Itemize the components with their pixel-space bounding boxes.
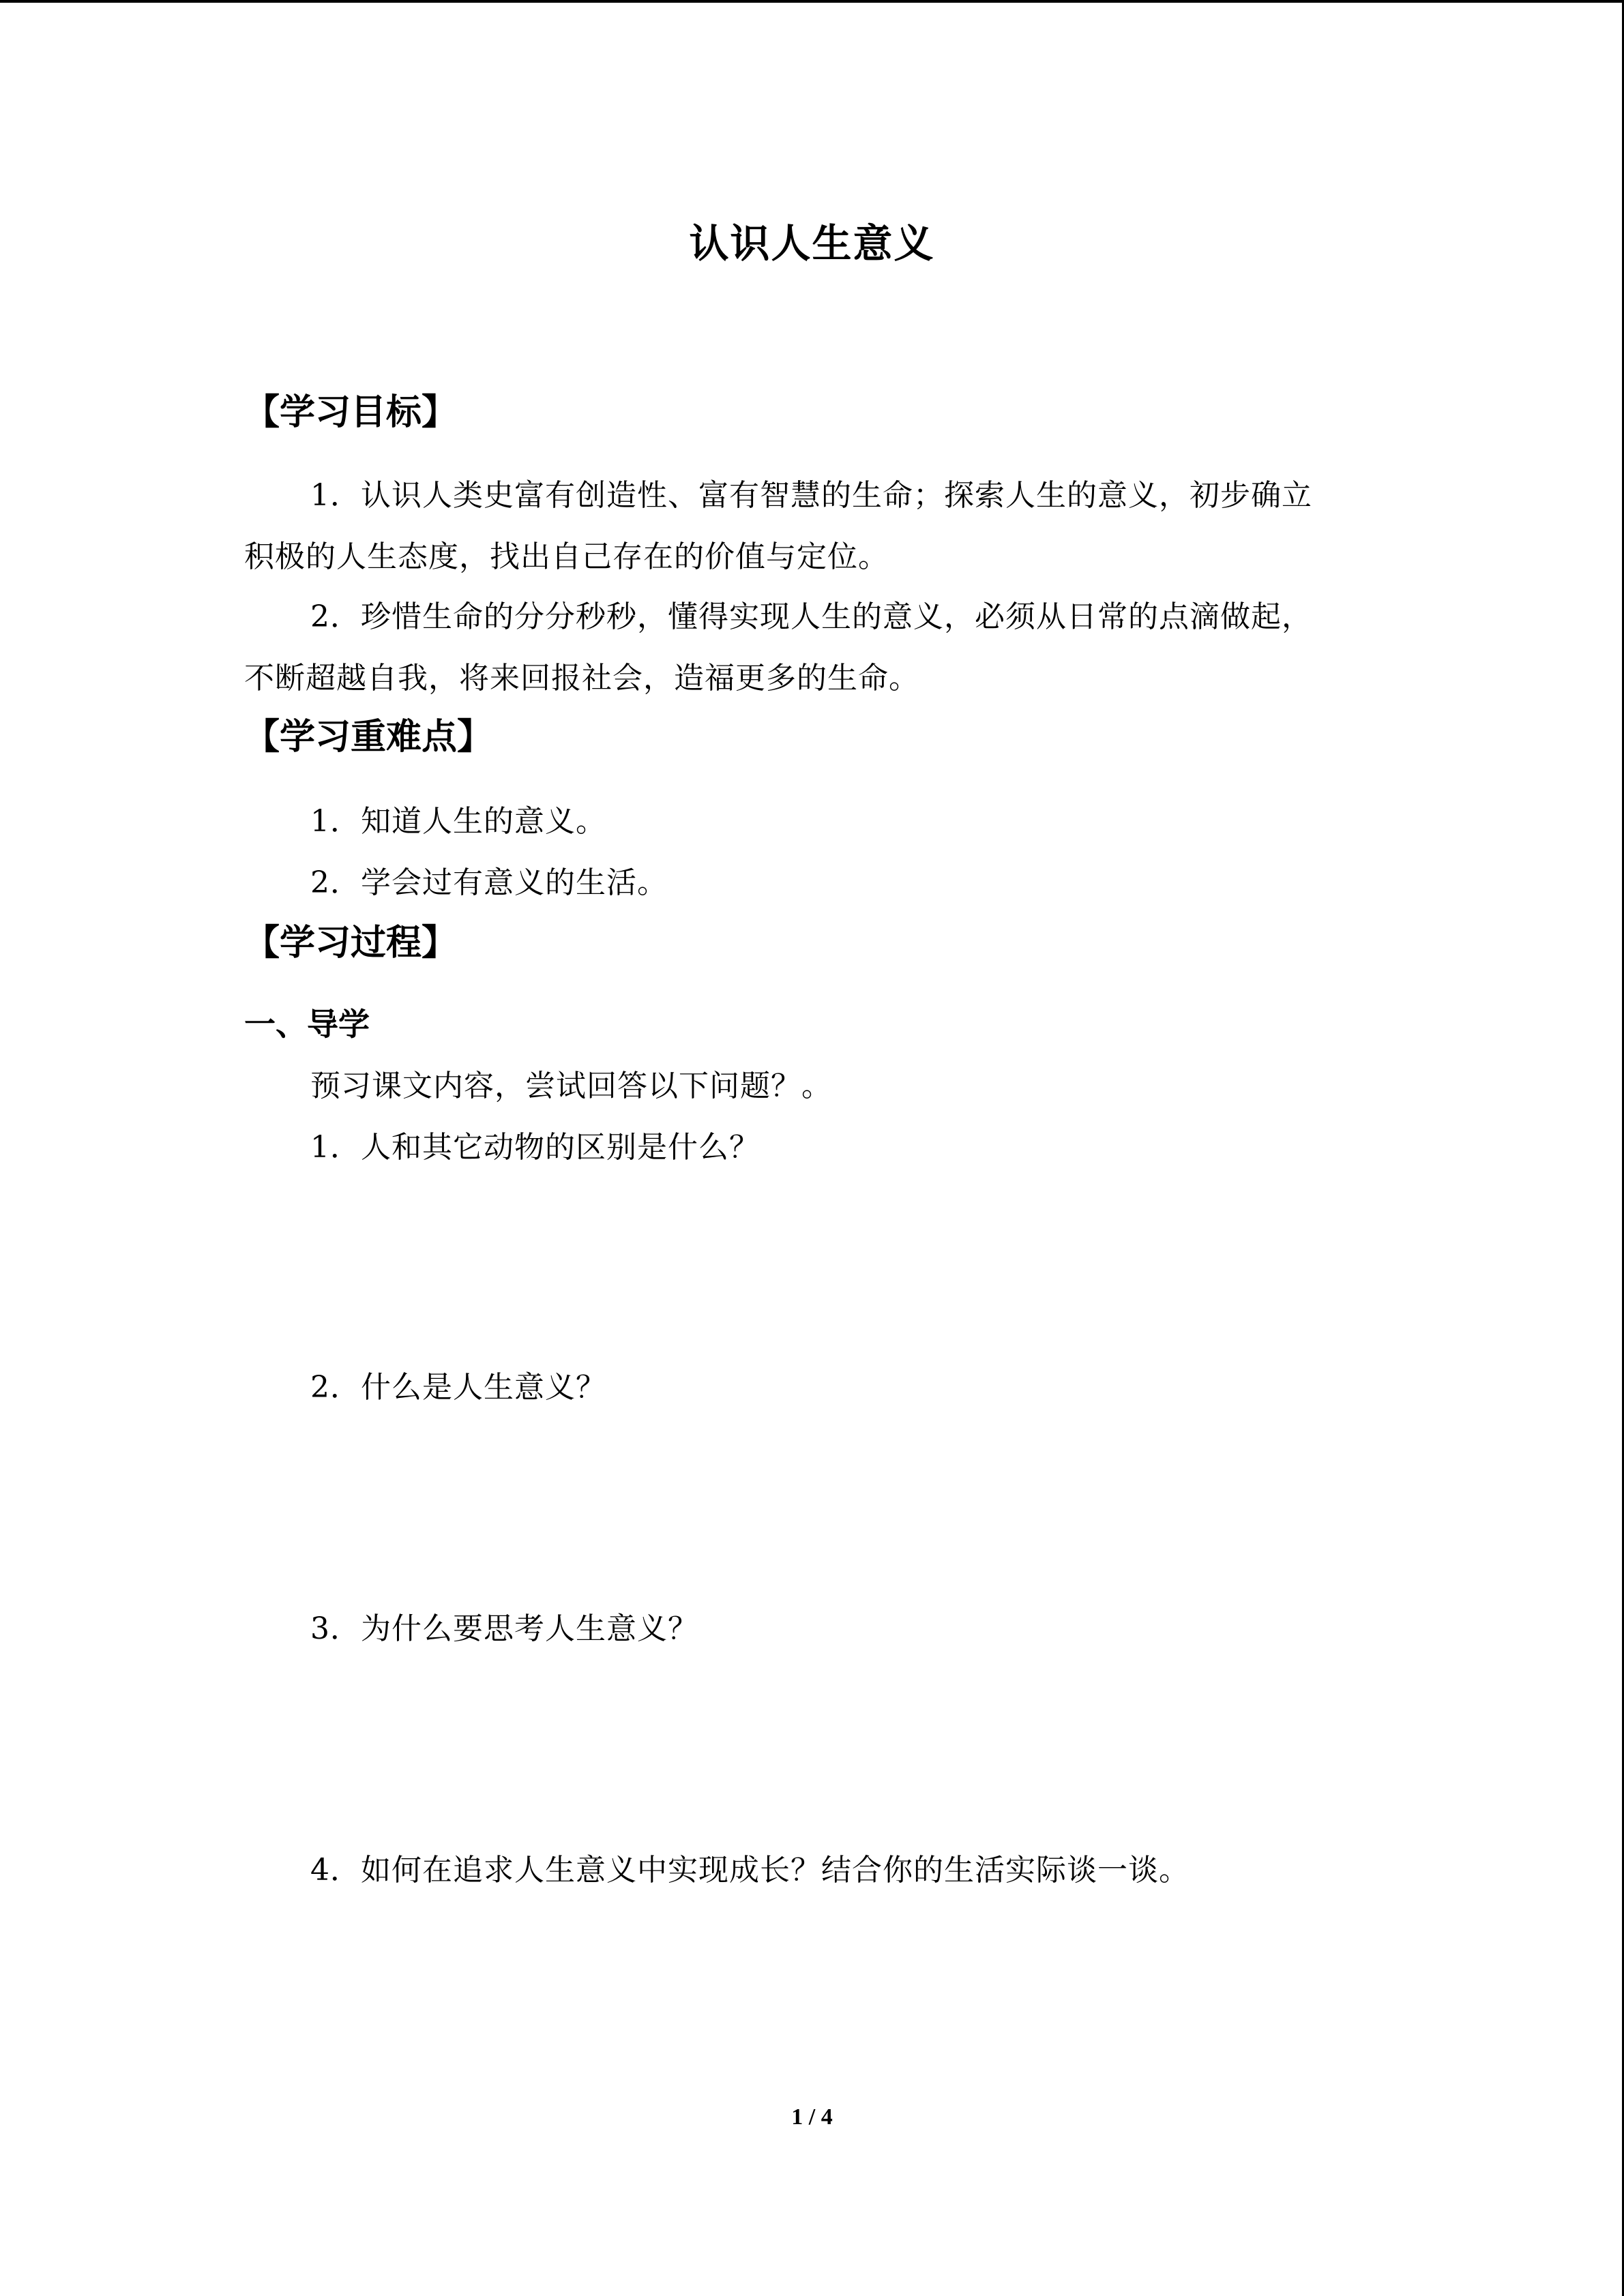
objective-1-line-1: 1．认识人类史富有创造性、富有智慧的生命；探索人生的意义，初步确立 bbox=[310, 478, 1312, 513]
page-number: 1 / 4 bbox=[791, 2104, 833, 2130]
objective-1-line-2: 积极的人生态度，找出自己存在的价值与定位。 bbox=[244, 539, 889, 574]
question-4: 4．如何在追求人生意义中实现成长？结合你的生活实际谈一谈。 bbox=[310, 1853, 1190, 1888]
document-title: 认识人生意义 bbox=[689, 220, 935, 267]
question-1: 1．人和其它动物的区别是什么？ bbox=[310, 1130, 760, 1165]
objective-2-line-2: 不断超越自我，将来回报社会，造福更多的生命。 bbox=[244, 661, 919, 696]
guided-study-intro: 预习课文内容，尝试回答以下问题？。 bbox=[310, 1069, 832, 1103]
key-points-heading: 【学习重难点】 bbox=[244, 717, 493, 758]
question-2: 2．什么是人生意义？ bbox=[310, 1370, 606, 1405]
guided-study-subheading: 一、导学 bbox=[244, 1006, 370, 1043]
key-point-2: 2．学会过有意义的生活。 bbox=[310, 865, 668, 900]
question-3: 3．为什么要思考人生意义？ bbox=[310, 1611, 698, 1646]
objective-2-line-1: 2．珍惜生命的分分秒秒，懂得实现人生的意义，必须从日常的点滴做起， bbox=[310, 599, 1312, 634]
objectives-heading: 【学习目标】 bbox=[244, 392, 458, 433]
process-heading: 【学习过程】 bbox=[244, 923, 458, 964]
key-point-1: 1．知道人生的意义。 bbox=[310, 804, 606, 839]
top-border-line bbox=[0, 0, 1624, 3]
